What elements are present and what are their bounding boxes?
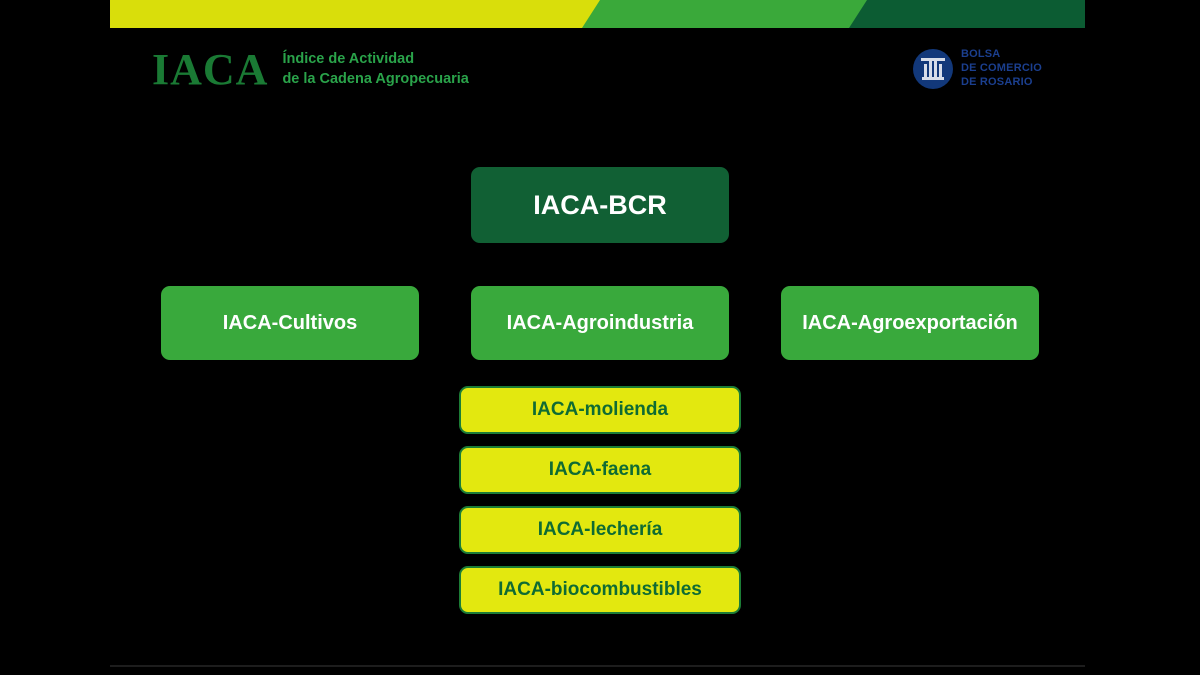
iaca-subtitle <box>282 50 468 89</box>
node-iaca-agroexportacion: IACA-Agroexportación <box>781 286 1039 360</box>
node-iaca-lecheria: IACA-lechería <box>459 506 741 554</box>
bcr-logo-line-2: DE COMERCIO <box>960 61 1042 74</box>
iaca-brand <box>152 45 469 94</box>
bolsa-de-comercio-logo <box>913 48 1042 89</box>
iaca-logotype: IACA <box>152 45 269 94</box>
node-iaca-biocombustibles: IACA-biocombustibles <box>459 566 741 614</box>
emblem-columns-shape <box>924 60 942 77</box>
iaca-hierarchy-diagram <box>0 120 1200 640</box>
bcr-logo-line-3: DE ROSARIO <box>960 75 1033 88</box>
bcr-logo-line-1: BOLSA <box>960 48 1001 60</box>
bcr-emblem-icon <box>913 49 953 89</box>
iaca-subtitle-line-2: de la Cadena Agropecuaria <box>282 71 469 87</box>
bcr-logo-text <box>961 48 1042 89</box>
top-decoration-bar <box>110 0 1085 28</box>
node-iaca-faena: IACA-faena <box>459 446 741 494</box>
emblem-base-shape <box>922 77 944 80</box>
iaca-subtitle-line-1: Índice de Actividad <box>282 51 415 68</box>
slide-header <box>0 28 1200 116</box>
bottom-divider <box>110 665 1085 667</box>
bar-segment-dark-green <box>849 0 1085 28</box>
node-iaca-molienda: IACA-molienda <box>459 386 741 434</box>
node-iaca-agroindustria: IACA-Agroindustria <box>471 286 729 360</box>
bar-segment-green <box>582 0 867 28</box>
node-iaca-cultivos: IACA-Cultivos <box>161 286 419 360</box>
bar-segment-yellow <box>110 0 600 28</box>
node-iaca-bcr: IACA-BCR <box>471 167 729 243</box>
emblem-roof-shape <box>921 58 945 61</box>
